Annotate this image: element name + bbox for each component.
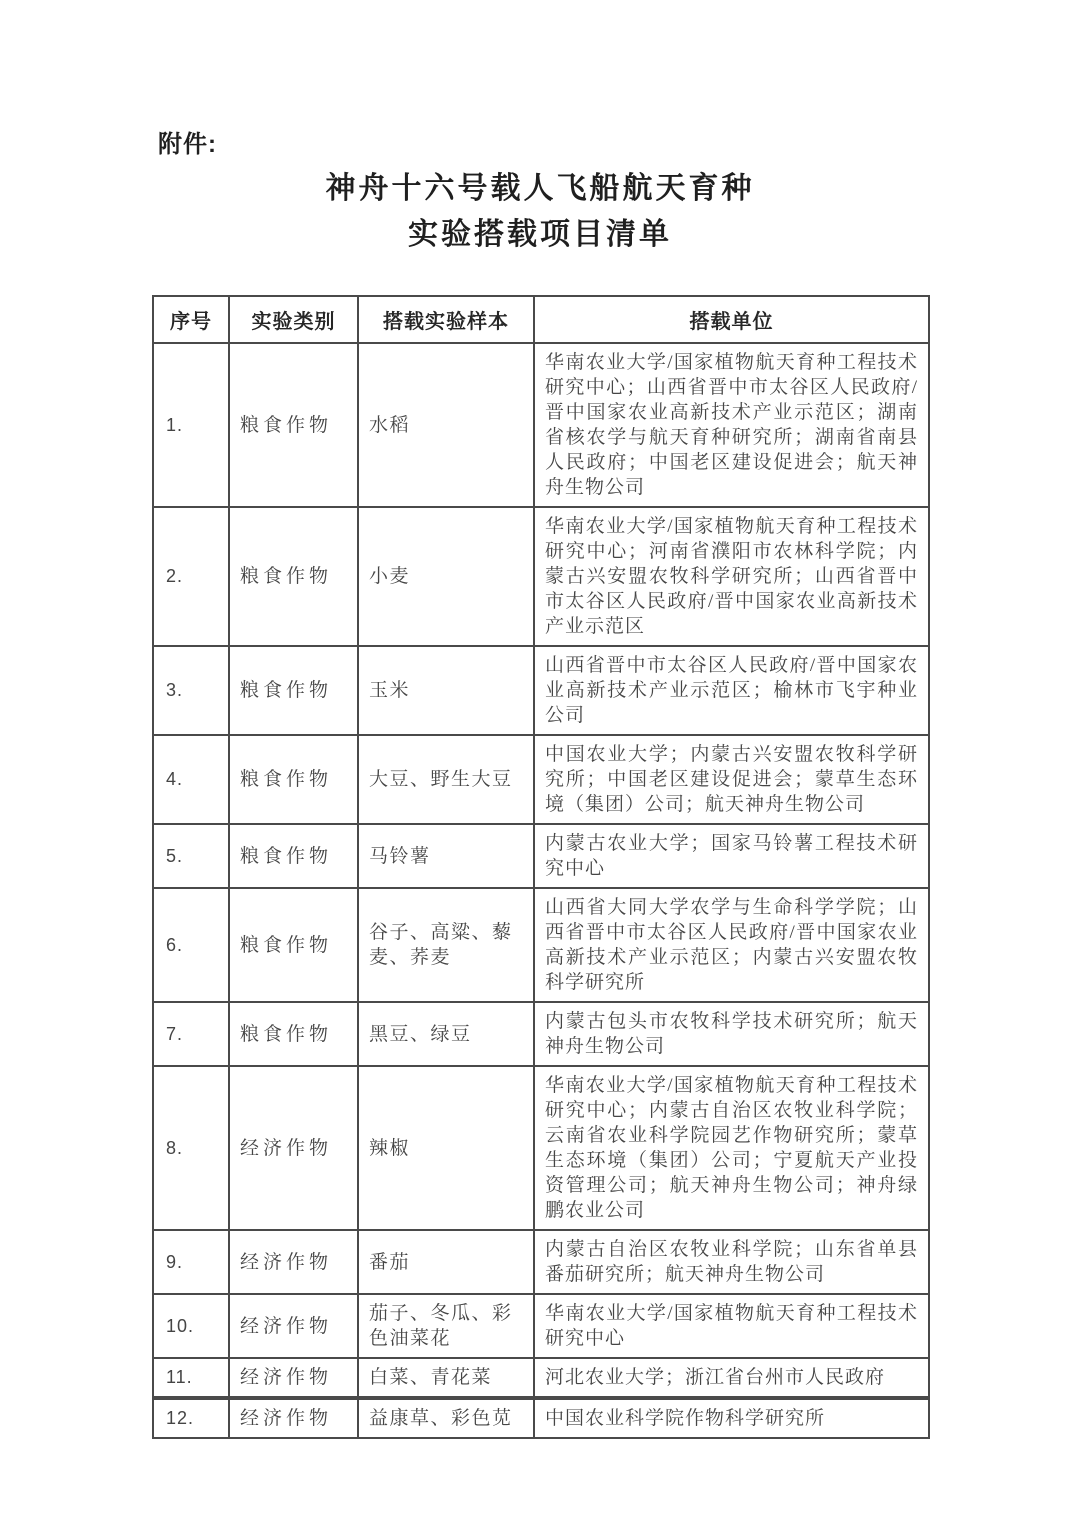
- sample-cell: 黑豆、绿豆: [358, 1002, 534, 1066]
- category-cell: 粮食作物: [229, 1002, 358, 1066]
- category-cell: 粮食作物: [229, 735, 358, 824]
- sample-cell: 辣椒: [358, 1066, 534, 1230]
- table-header-row: [153, 296, 929, 343]
- sample-cell: 小麦: [358, 507, 534, 646]
- row-number-cell: 4.: [153, 735, 229, 824]
- payload-table: [152, 295, 930, 1439]
- column-header-index: 序号: [153, 296, 229, 343]
- units-cell: 华南农业大学/国家植物航天育种工程技术研究中心；山西省晋中市太谷区人民政府/晋中国家农业高新技术产业示范区；湖南省核农学与航天育种研究所；湖南省南县人民政府；中国老区建设促进会；航天神舟生物公司: [534, 343, 929, 507]
- category-cell: 经济作物: [229, 1066, 358, 1230]
- table-body: [153, 343, 929, 1438]
- column-header-sample: 搭载实验样本: [358, 296, 534, 343]
- row-number-cell: 5.: [153, 824, 229, 888]
- category-cell: 粮食作物: [229, 343, 358, 507]
- table-row: [153, 888, 929, 1002]
- table-row: [153, 1002, 929, 1066]
- units-cell: 华南农业大学/国家植物航天育种工程技术研究中心；内蒙古自治区农牧业科学院；云南省农业科学院园艺作物研究所；蒙草生态环境（集团）公司；宁夏航天产业投资管理公司；航天神舟生物公司；神舟绿鹏农业公司: [534, 1066, 929, 1230]
- document-title-line1: 神舟十六号载人飞船航天育种: [325, 172, 755, 205]
- units-cell: 山西省大同大学农学与生命科学学院；山西省晋中市太谷区人民政府/晋中国家农业高新技术产业示范区；内蒙古兴安盟农牧科学研究所: [534, 888, 929, 1002]
- row-number-cell: 7.: [153, 1002, 229, 1066]
- document-title: [0, 166, 1080, 258]
- sample-cell: 益康草、彩色苋: [358, 1398, 534, 1438]
- table-row: [153, 735, 929, 824]
- table-row: [153, 1230, 929, 1294]
- column-header-category: 实验类别: [229, 296, 358, 343]
- category-cell: 粮食作物: [229, 507, 358, 646]
- category-cell: 经济作物: [229, 1230, 358, 1294]
- category-cell: 粮食作物: [229, 824, 358, 888]
- row-number-cell: 11.: [153, 1358, 229, 1398]
- units-cell: 山西省晋中市太谷区人民政府/晋中国家农业高新技术产业示范区；榆林市飞宇种业公司: [534, 646, 929, 735]
- sample-cell: 玉米: [358, 646, 534, 735]
- document-title-line2: 实验搭载项目清单: [408, 218, 672, 251]
- sample-cell: 马铃薯: [358, 824, 534, 888]
- category-cell: 粮食作物: [229, 646, 358, 735]
- table-row: [153, 1398, 929, 1438]
- units-cell: 中国农业大学；内蒙古兴安盟农牧科学研究所；中国老区建设促进会；蒙草生态环境（集团）公司；航天神舟生物公司: [534, 735, 929, 824]
- column-header-units: 搭载单位: [534, 296, 929, 343]
- table-row: [153, 507, 929, 646]
- category-cell: 经济作物: [229, 1294, 358, 1358]
- category-cell: 经济作物: [229, 1398, 358, 1438]
- row-number-cell: 9.: [153, 1230, 229, 1294]
- row-number-cell: 1.: [153, 343, 229, 507]
- sample-cell: 水稻: [358, 343, 534, 507]
- category-cell: 经济作物: [229, 1358, 358, 1398]
- row-number-cell: 2.: [153, 507, 229, 646]
- sample-cell: 白菜、青花菜: [358, 1358, 534, 1398]
- row-number-cell: 6.: [153, 888, 229, 1002]
- row-number-cell: 8.: [153, 1066, 229, 1230]
- units-cell: 内蒙古自治区农牧业科学院；山东省单县番茄研究所；航天神舟生物公司: [534, 1230, 929, 1294]
- category-cell: 粮食作物: [229, 888, 358, 1002]
- row-number-cell: 3.: [153, 646, 229, 735]
- row-number-cell: 10.: [153, 1294, 229, 1358]
- table-row: [153, 343, 929, 507]
- sample-cell: 大豆、野生大豆: [358, 735, 534, 824]
- sample-cell: 茄子、冬瓜、彩色油菜花: [358, 1294, 534, 1358]
- table-row: [153, 1358, 929, 1398]
- units-cell: 内蒙古包头市农牧科学技术研究所；航天神舟生物公司: [534, 1002, 929, 1066]
- table-row: [153, 1066, 929, 1230]
- sample-cell: 谷子、高粱、藜麦、荞麦: [358, 888, 534, 1002]
- table-row: [153, 1294, 929, 1358]
- attachment-label: 附件:: [158, 131, 217, 158]
- units-cell: 华南农业大学/国家植物航天育种工程技术研究中心；河南省濮阳市农林科学院；内蒙古兴安盟农牧科学研究所；山西省晋中市太谷区人民政府/晋中国家农业高新技术产业示范区: [534, 507, 929, 646]
- table-row: [153, 824, 929, 888]
- units-cell: 内蒙古农业大学；国家马铃薯工程技术研究中心: [534, 824, 929, 888]
- units-cell: 华南农业大学/国家植物航天育种工程技术研究中心: [534, 1294, 929, 1358]
- table-row: [153, 646, 929, 735]
- sample-cell: 番茄: [358, 1230, 534, 1294]
- row-number-cell: 12.: [153, 1398, 229, 1438]
- units-cell: 中国农业科学院作物科学研究所: [534, 1398, 929, 1438]
- units-cell: 河北农业大学；浙江省台州市人民政府: [534, 1358, 929, 1398]
